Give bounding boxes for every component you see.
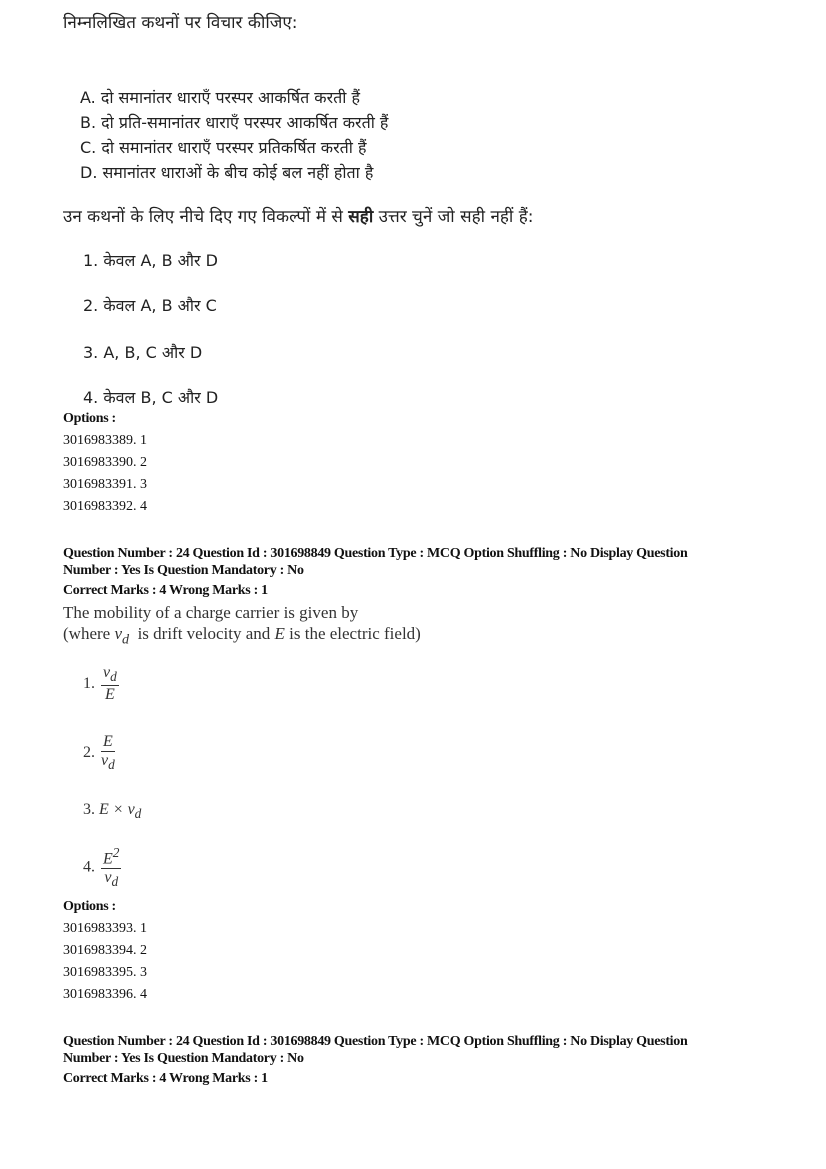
math-choice-3: [83, 801, 141, 822]
options-label: Options :: [63, 411, 116, 426]
choice-number: 3.: [83, 801, 95, 818]
choice-2: 2. केवल A, B और C: [83, 296, 217, 315]
subscript: d: [134, 806, 142, 822]
instruction-bold: सही: [348, 207, 374, 227]
question-text-note: [63, 624, 421, 648]
choice-1: 1. केवल A, B और D: [83, 251, 218, 270]
note-part: is the electric field): [284, 624, 421, 643]
statement-d: D. समानांतर धाराओं के बीच कोई बल नहीं होता है: [80, 163, 374, 182]
choice-number: 1.: [83, 674, 95, 692]
options-label: Options :: [63, 899, 116, 914]
note-part: (where: [63, 624, 115, 643]
math-choice-4: [83, 845, 121, 891]
question-text: The mobility of a charge carrier is given by: [63, 603, 359, 622]
option-id: 3016983393. 1: [63, 921, 147, 936]
instruction-post: उत्तर चुनें जो सही नहीं हैं:: [373, 207, 534, 227]
numerator: E: [103, 850, 113, 868]
e-symbol: E: [274, 624, 285, 643]
expression: E × v: [99, 801, 135, 818]
question-meta-cont: Number : Yes Is Question Mandatory : No: [63, 563, 304, 578]
question-intro: निम्नलिखित कथनों पर विचार कीजिए:: [63, 13, 298, 33]
option-id: 3016983390. 2: [63, 455, 147, 470]
option-id: 3016983395. 3: [63, 965, 147, 980]
fraction: [101, 845, 121, 891]
instruction-pre: उन कथनों के लिए नीचे दिए गए विकल्पों में से: [63, 207, 349, 227]
option-id: 3016983392. 4: [63, 499, 147, 514]
option-id: 3016983391. 3: [63, 477, 147, 492]
statement-b: B. दो प्रति-समानांतर धाराएँ परस्पर आकर्षित करती हैं: [80, 113, 389, 132]
question-meta: Question Number : 24 Question Id : 301698849 Question Type : MCQ Option Shuffling : No Display Question: [63, 1034, 688, 1049]
vd-sub: d: [122, 631, 130, 648]
choice-4: 4. केवल B, C और D: [83, 388, 219, 407]
note-part: is drift velocity and: [129, 624, 275, 643]
question-instruction: [63, 204, 533, 227]
denominator: v: [101, 752, 109, 769]
statement-a: A. दो समानांतर धाराएँ परस्पर आकर्षित करती हैं: [80, 88, 360, 107]
math-choice-1: [83, 664, 119, 704]
statement-c: C. दो समानांतर धाराएँ परस्पर प्रतिकर्षित करती हैं: [80, 138, 367, 157]
option-id: 3016983396. 4: [63, 987, 147, 1002]
vd-symbol: v: [114, 624, 122, 643]
subscript: d: [108, 757, 115, 773]
marks-info: Correct Marks : 4 Wrong Marks : 1: [63, 1071, 268, 1086]
choice-3: 3. A, B, C और D: [83, 343, 203, 362]
subscript: d: [110, 669, 117, 685]
option-id: 3016983389. 1: [63, 433, 147, 448]
superscript: 2: [112, 845, 120, 860]
math-choice-2: [83, 733, 115, 773]
question-meta: Question Number : 24 Question Id : 301698849 Question Type : MCQ Option Shuffling : No Display Question: [63, 546, 688, 561]
choice-number: 2.: [83, 743, 95, 761]
option-id: 3016983394. 2: [63, 943, 147, 958]
subscript: d: [111, 874, 119, 890]
numerator: E: [103, 733, 113, 750]
marks-info: Correct Marks : 4 Wrong Marks : 1: [63, 583, 268, 598]
question-meta-cont: Number : Yes Is Question Mandatory : No: [63, 1051, 304, 1066]
fraction: [101, 733, 115, 773]
denominator: v: [104, 869, 112, 887]
numerator: v: [103, 664, 111, 681]
choice-number: 4.: [83, 858, 95, 876]
denominator: E: [105, 686, 115, 704]
fraction: [101, 664, 119, 704]
